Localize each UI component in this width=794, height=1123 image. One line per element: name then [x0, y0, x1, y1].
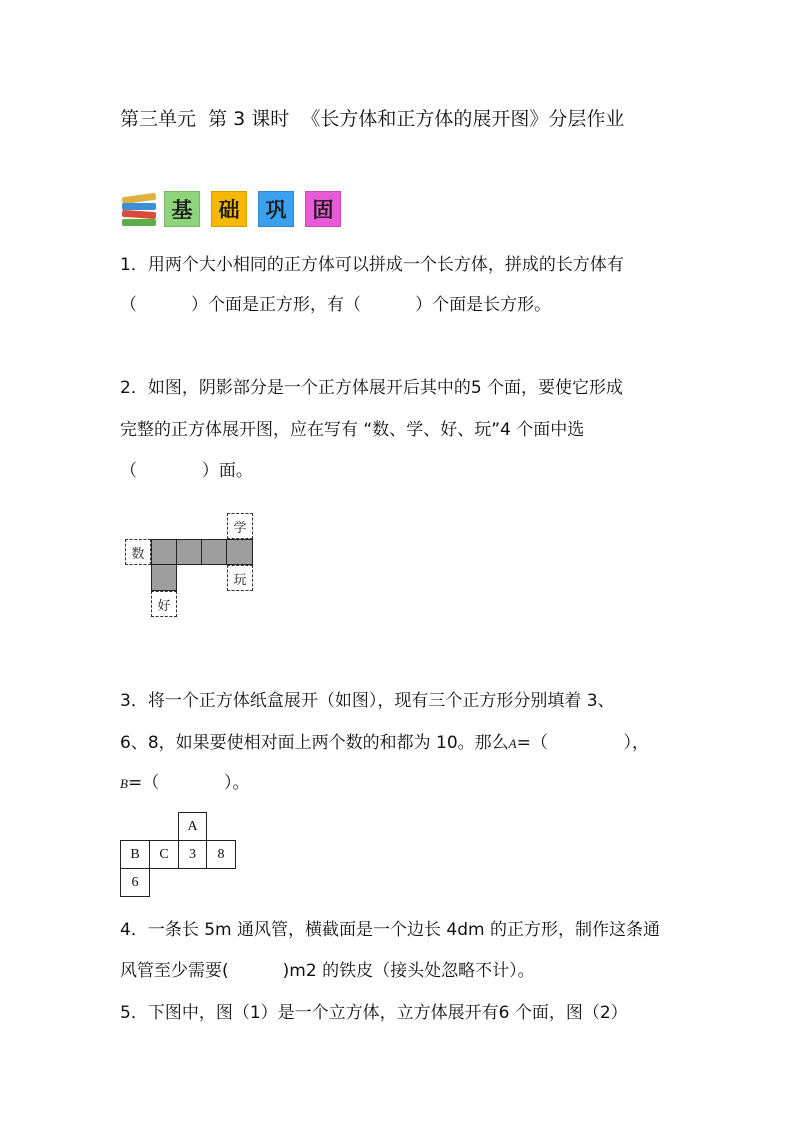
- net-cell-8: 8: [206, 840, 236, 869]
- q3-var-a: A: [508, 736, 517, 751]
- page-title: 第三单元 第 3 课时 《长方体和正方体的展开图》分层作业: [120, 108, 625, 130]
- net-cell-a: A: [178, 812, 207, 841]
- banner-tile-gong: 巩: [258, 191, 294, 227]
- q3-line2-text: 6、8，如果要使相对面上两个数的和都为 10。那么: [120, 733, 509, 753]
- q2-line2: 完整的正方体展开图，应在写有 “数、学、好、玩”4 个面中选: [120, 420, 585, 440]
- net-face-shaded: [176, 539, 202, 565]
- net-face-shu: 数: [125, 539, 151, 565]
- banner-tile-chu: 础: [211, 191, 247, 227]
- books-icon: [120, 191, 160, 227]
- net-face-wan: 玩: [227, 565, 253, 591]
- net-face-shaded: [226, 539, 253, 565]
- q1-line2: （ ）个面是正方形，有（ ）个面是长方形。: [120, 295, 552, 315]
- net-cell-3: 3: [178, 840, 207, 869]
- q4-line1: 4．一条长 5m 通风管，横截面是一个边长 4dm 的正方形，制作这条通: [120, 920, 660, 940]
- q3-line3: [120, 771, 250, 796]
- net-face-shaded: [151, 564, 177, 591]
- q3-line1: 3．将一个正方体纸盒展开（如图），现有三个正方形分别填着 3、: [120, 691, 615, 711]
- q3-answer-a: =（ ），: [516, 733, 650, 753]
- q2-line3: （ ）面。: [120, 461, 253, 481]
- q3-line2: [120, 731, 649, 756]
- banner-tile-ji: 基: [164, 191, 200, 227]
- section-banner: [120, 190, 352, 228]
- net-cell-c: C: [149, 840, 179, 869]
- net-face-shaded: [151, 539, 177, 565]
- net-cell-b: B: [120, 840, 150, 869]
- q2-line1: 2．如图，阴影部分是一个正方体展开后其中的5 个面，要使它形成: [120, 378, 624, 398]
- q3-var-b: B: [120, 776, 128, 791]
- net-face-hao: 好: [151, 591, 177, 617]
- q1-line1: 1．用两个大小相同的正方体可以拼成一个长方体，拼成的长方体有: [120, 255, 624, 275]
- net-face-xue: 学: [227, 513, 253, 539]
- net-face-shaded: [201, 539, 227, 565]
- banner-tile-gu: 固: [305, 191, 341, 227]
- q3-answer-b: =（ ）。: [127, 773, 250, 793]
- q5-line1: 5．下图中，图（1）是一个立方体，立方体展开有6 个面，图（2）: [120, 1003, 628, 1023]
- net-cell-6: 6: [120, 868, 150, 897]
- q4-line2: 风管至少需要( )m2 的铁皮（接头处忽略不计）。: [120, 961, 535, 981]
